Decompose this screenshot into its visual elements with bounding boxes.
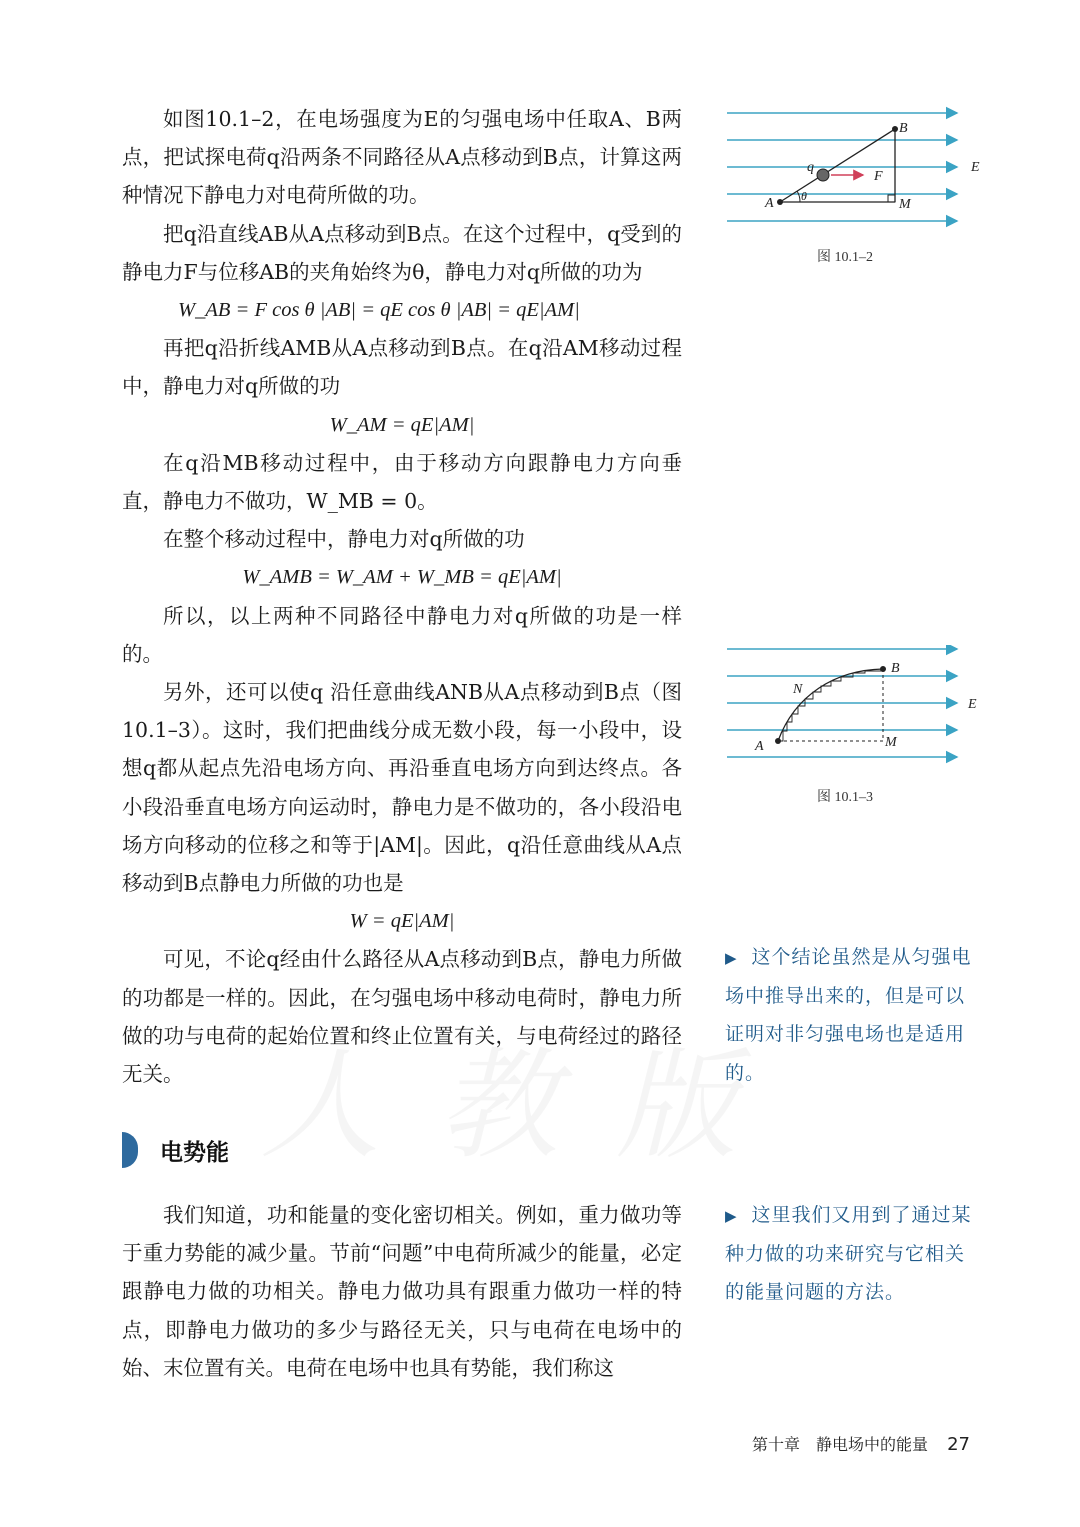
field-lines xyxy=(727,113,957,221)
paragraph-3: 再把q沿折线AMB从A点移动到B点。在q沿AM移动过程中，静电力对q所做的功 xyxy=(122,336,682,399)
label-f: F xyxy=(874,169,883,184)
point-b xyxy=(892,126,898,132)
label-m-2: M xyxy=(885,735,897,750)
label-e: E xyxy=(971,160,980,175)
label-b-2: B xyxy=(891,661,900,676)
figure-2-caption: 图 10.1–3 xyxy=(817,790,873,805)
paragraph-5: 在整个移动过程中，静电力对q所做的功 xyxy=(163,527,525,552)
page-footer xyxy=(752,1432,970,1455)
side-note-1-text: 这个结论虽然是从匀强电场中推导出来的，但是可以证明对非匀强电场也是适用的。 xyxy=(725,946,972,1084)
label-e-2: E xyxy=(968,697,977,712)
label-a-2: A xyxy=(755,739,764,754)
section-marker xyxy=(122,1132,138,1168)
main-text-upper xyxy=(122,100,682,1093)
section-title: 电势能 xyxy=(160,1139,229,1166)
side-note-1 xyxy=(725,938,975,1092)
figure-10-1-3 xyxy=(725,645,977,806)
triangle-right-icon: ▶ xyxy=(725,1207,738,1225)
paragraph-4: 在q沿MB移动过程中，由于移动方向跟静电力方向垂直，静电力不做功，W_MB = 0。 xyxy=(122,450,682,514)
paragraph-7: 另外，还可以使q 沿任意曲线ANB从A点移动到B点（图10.1–3）。这时，我们把曲线分成无数小段，每一小段中，设想q都从起点先沿电场方向、再沿垂直电场方向到达终点。各小段沿垂直电场方向运动时，静电力是不做功的，各小段沿电场方向移动的位移之和等于|AM|。因此，q沿任意曲线从A点移动到B点静电力所做的功也是 xyxy=(122,680,682,896)
section-heading xyxy=(122,1130,229,1170)
equation-wamb: W_AMB = W_AM + W_MB = qE|AM| xyxy=(242,566,562,589)
equation-w: W = qE|AM| xyxy=(349,910,455,933)
label-theta: θ xyxy=(801,189,807,203)
equation-wam: W_AM = qE|AM| xyxy=(329,413,475,436)
angle-arc xyxy=(797,191,800,202)
equation-wab: W_AB = F cos θ |AB| = qE cos θ |AB| = qE|AM| xyxy=(178,299,580,322)
side-note-2 xyxy=(725,1196,975,1312)
right-angle-mark xyxy=(888,195,895,202)
point-a xyxy=(777,199,783,205)
point-b-2 xyxy=(880,666,886,672)
figure-2-diagram xyxy=(725,645,995,770)
paragraph-1: 如图10.1–2，在电场强度为E的匀强电场中任取A、B两点，把试探电荷q沿两条不同路径从A点移动到B点，计算这两种情况下静电力对电荷所做的功。 xyxy=(122,107,682,208)
label-m: M xyxy=(899,197,911,212)
triangle-right-icon: ▶ xyxy=(725,949,738,967)
paragraph-9: 我们知道，功和能量的变化密切相关。例如，重力做功等于重力势能的减少量。节前“问题”中电荷所减少的能量，必定跟静电力做的功相关。静电力做功具有跟重力做功一样的特点，即静电力做功的多少与路径无关，只与电荷在电场中的始、末位置有关。电荷在电场中也具有势能，我们称这 xyxy=(122,1203,682,1380)
page-number: 27 xyxy=(947,1434,970,1455)
label-q: q xyxy=(807,160,814,175)
charge-q xyxy=(817,169,829,181)
paragraph-8: 可见，不论q经由什么路径从A点移动到B点，静电力所做的功都是一样的。因此，在匀强电场中移动电荷时，静电力所做的功与电荷的起始位置和终止位置有关，与电荷经过的路径无关。 xyxy=(122,947,682,1087)
figure-10-1-2 xyxy=(725,105,980,266)
main-text-lower xyxy=(122,1196,682,1387)
chapter-title: 第十章 静电场中的能量 xyxy=(751,1435,928,1454)
side-note-2-text: 这里我们又用到了通过某种力做的功来研究与它相关的能量问题的方法。 xyxy=(725,1204,972,1304)
label-b: B xyxy=(899,121,908,136)
figure-1-caption: 图 10.1–2 xyxy=(817,250,873,265)
figure-1-diagram xyxy=(725,105,995,230)
paragraph-6: 所以，以上两种不同路径中静电力对q所做的功是一样的。 xyxy=(122,603,682,666)
paragraph-2: 把q沿直线AB从A点移动到B点。在这个过程中，q受到的静电力F与位移AB的夹角始终为θ，静电力对q所做的功为 xyxy=(122,221,682,284)
label-a: A xyxy=(765,196,774,211)
label-n: N xyxy=(793,682,803,697)
point-a-2 xyxy=(775,738,781,744)
